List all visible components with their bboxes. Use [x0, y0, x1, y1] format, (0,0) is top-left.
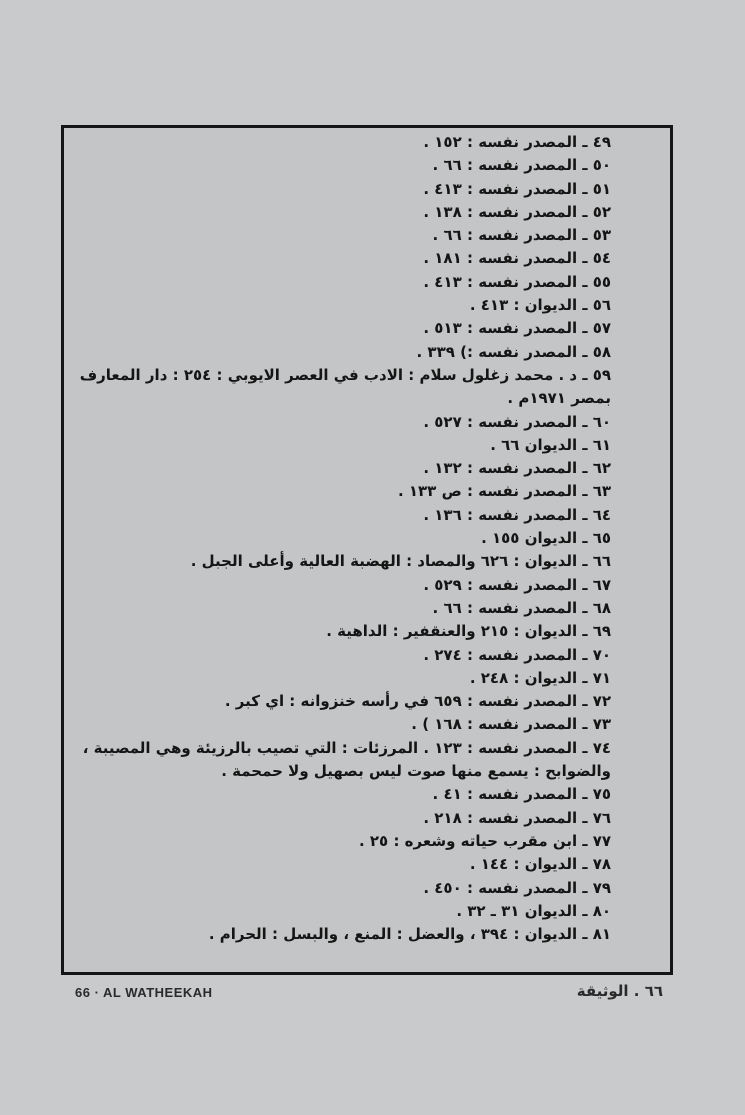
- endnote-item: ٥٥ ـ المصدر نفسه : ٤١٣ .: [423, 272, 611, 291]
- endnote-item: ٥٨ ـ المصدر نفسه :) ٣٣٩ .: [416, 342, 611, 361]
- endnote-item: ٧٦ ـ المصدر نفسه : ٢١٨ .: [423, 808, 611, 827]
- endnote-item: ٥٠ ـ المصدر نفسه : ٦٦ .: [432, 156, 611, 175]
- endnote-item: ٦٤ ـ المصدر نفسه : ١٣٦ .: [423, 505, 611, 524]
- endnote-item: ٧٧ ـ ابن مقرب حياته وشعره : ٢٥ .: [358, 831, 611, 850]
- footer-journal-name: 66 · AL WATHEEKAH: [75, 985, 213, 1000]
- endnote-item: ٦١ ـ الديوان ٦٦ .: [490, 435, 611, 454]
- endnote-item: ٦٣ ـ المصدر نفسه : ص ١٣٣ .: [397, 482, 611, 501]
- endnote-item: ٥٧ ـ المصدر نفسه : ٥١٣ .: [423, 319, 611, 338]
- endnote-item: ٥٣ ـ المصدر نفسه : ٦٦ .: [432, 226, 611, 245]
- endnote-item: ٧٤ ـ المصدر نفسه : ١٢٣ . المرزئات : التي تصيب بالرزيئة وهي المصيبة ، والضوابح : يسمع منها صوت ليس بصهيل ولا حمحمة .: [82, 738, 611, 781]
- endnote-item: ٧١ ـ الديوان : ٢٤٨ .: [469, 668, 611, 687]
- endnote-item: ٦٢ ـ المصدر نفسه : ١٣٢ .: [423, 459, 611, 478]
- endnote-item: ٥٤ ـ المصدر نفسه : ١٨١ .: [423, 249, 611, 268]
- endnote-item: ٤٩ ـ المصدر نفسه : ١٥٢ .: [423, 133, 611, 151]
- endnote-item: ٥١ ـ المصدر نفسه : ٤١٣ .: [423, 179, 611, 198]
- endnote-item: ٨٠ ـ الديوان ٣١ ـ ٣٢ .: [456, 901, 611, 920]
- endnote-item: ٥٢ ـ المصدر نفسه : ١٣٨ .: [423, 202, 611, 221]
- endnote-item: ٦٦ ـ الديوان : ٦٢٦ والمصاد : الهضبة العالية وأعلى الجبل .: [190, 552, 611, 571]
- endnote-item: ٦٥ ـ الديوان ١٥٥ .: [481, 529, 611, 548]
- endnote-item: ٦٩ ـ الديوان : ٢١٥ والعنقفير : الداهية .: [326, 622, 611, 641]
- endnote-item: ٥٦ ـ الديوان : ٤١٣ .: [469, 296, 611, 315]
- endnote-item: ٦٧ ـ المصدر نفسه : ٥٢٩ .: [423, 575, 611, 594]
- endnote-item: ٦٨ ـ المصدر نفسه : ٦٦ .: [432, 598, 611, 617]
- endnote-item: ٥٩ ـ د . محمد زغلول سلام : الادب في العصر الايوبي : ٢٥٤ : دار المعارف بمصر ١٩٧١م .: [79, 365, 611, 408]
- endnote-item: ٧٣ ـ المصدر نفسه : ١٦٨ ) .: [411, 715, 611, 734]
- footer-page-number: ٦٦ . الوثيقة: [576, 982, 663, 1000]
- endnote-item: ٨١ ـ الديوان : ٣٩٤ ، والعضل : المنع ، والبسل : الحرام .: [208, 925, 611, 944]
- endnote-item: ٧٩ ـ المصدر نفسه : ٤٥٠ .: [423, 878, 611, 897]
- endnote-item: ٧٥ ـ المصدر نفسه : ٤١ .: [432, 785, 611, 804]
- endnote-item: ٧٠ ـ المصدر نفسه : ٢٧٤ .: [423, 645, 611, 664]
- endnote-item: ٧٢ ـ المصدر نفسه : ٦٥٩ في رأسه خنزوانه : اي كبر .: [224, 692, 611, 711]
- endnote-item: ٦٠ ـ المصدر نفسه : ٥٢٧ .: [423, 412, 611, 431]
- endnotes-list: [51, 131, 611, 946]
- endnote-item: ٧٨ ـ الديوان : ١٤٤ .: [469, 855, 611, 874]
